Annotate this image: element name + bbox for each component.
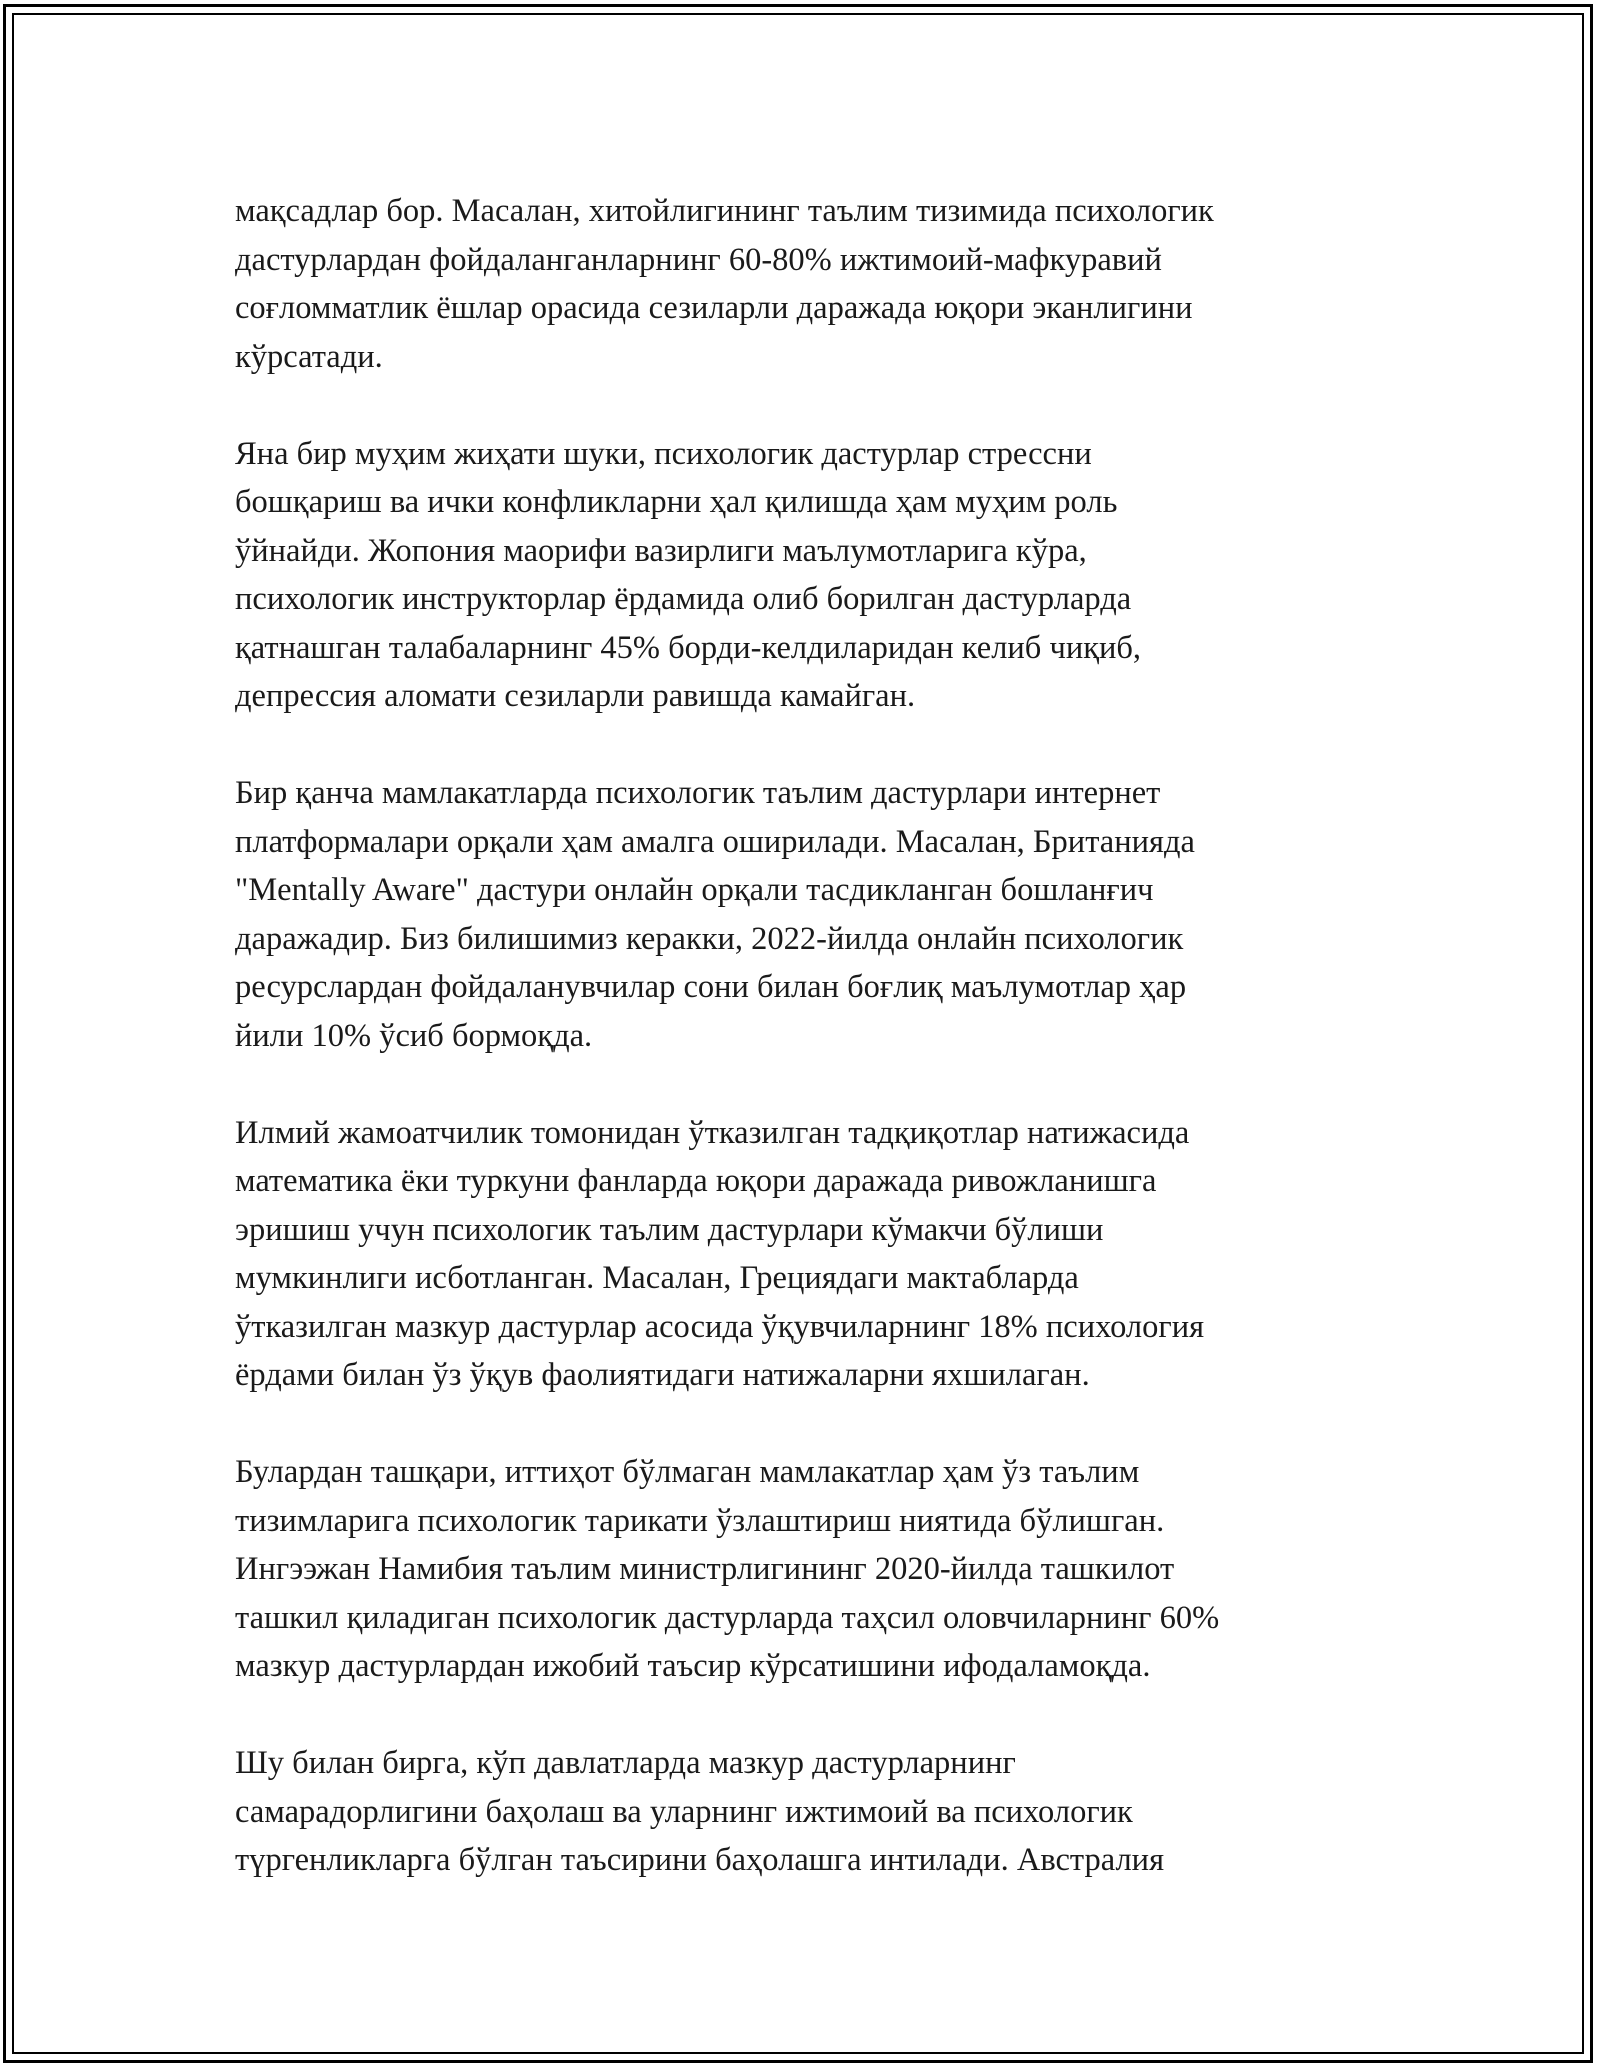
text-line: математика ёки туркуни фанларда юқори даражада ривожланишга: [235, 1163, 1157, 1199]
text-line: "Mentally Aware" дастури онлайн орқали тасдикланган бошланғич: [235, 872, 1154, 908]
text-line: соғломматлик ёшлар орасида сезиларли даражада юқори эканлигини: [235, 290, 1193, 326]
text-line: Бир қанча мамлакатларда психологик таълим дастурлари интернет: [235, 775, 1161, 811]
paragraph-3: [235, 769, 1375, 1060]
paragraph-6: [235, 1739, 1375, 1885]
text-line: йили 10% ўсиб бормоқда.: [235, 1017, 593, 1054]
paragraph-1: [235, 187, 1375, 381]
text-line: психологик инструкторлар ёрдамида олиб борилган дастурларда: [235, 581, 1132, 617]
text-line: депрессия аломати сезиларли равишда камайган.: [235, 678, 916, 714]
text-line: түргенликларга бўлган таъсирини баҳолашга интилади. Австралия: [235, 1842, 1165, 1878]
text-line: ўйнайди. Жопония маорифи вазирлиги маълумотларига кўра,: [235, 532, 1087, 569]
text-line: ёрдами билан ўз ўқув фаолиятидаги натижаларни яхшилаган.: [235, 1357, 1090, 1393]
text-line: ташкил қиладиган психологик дастурларда таҳсил оловчиларнинг 60%: [235, 1599, 1220, 1636]
text-line: Булардан ташқари, иттиҳот бўлмаган мамлакатлар ҳам ўз таълим: [235, 1454, 1140, 1490]
document-body: [235, 187, 1375, 1885]
text-line: ўтказилган мазкур дастурлар асосида ўқувчиларнинг 18% психология: [235, 1308, 1205, 1345]
paragraph-4: [235, 1109, 1375, 1400]
paragraph-2: [235, 430, 1375, 721]
text-line: эришиш учун психологик таълим дастурлари кўмакчи бўлиши: [235, 1211, 1104, 1248]
text-line: тизимларига психологик тарикати ўзлаштириш ниятида бўлишган.: [235, 1502, 1165, 1539]
text-line: даражадир. Биз билишимиз керакки, 2022-йилда онлайн психологик: [235, 920, 1184, 957]
text-line: мумкинлиги исботланган. Масалан, Грециядаги мактабларда: [235, 1260, 1079, 1296]
text-line: мақсадлар бор. Масалан, хитойлигининг таълим тизимида психологик: [235, 193, 1214, 229]
text-line: Илмий жамоатчилик томонидан ўтказилган тадқиқотлар натижасида: [235, 1114, 1190, 1151]
text-line: платформалари орқали ҳам амалга оширилади. Масалан, Британияда: [235, 823, 1195, 860]
text-line: самарадорлигини баҳолаш ва уларнинг ижтимоий ва психологик: [235, 1793, 1133, 1830]
text-line: Шу билан бирга, кўп давлатларда мазкур дастурларнинг: [235, 1745, 1016, 1781]
text-line: мазкур дастурлардан ижобий таъсир кўрсатишини ифодаламоқда.: [235, 1648, 1151, 1684]
text-line: кўрсатади.: [235, 338, 383, 375]
paragraph-5: [235, 1448, 1375, 1691]
text-line: Ингээжан Намибия таълим министрлигининг 2020-йилда ташкилот: [235, 1551, 1175, 1587]
text-line: дастурлардан фойдаланганларнинг 60-80% ижтимоий-мафкуравий: [235, 241, 1162, 278]
text-line: бошқариш ва ички конфликларни ҳал қилишда ҳам муҳим роль: [235, 484, 1118, 520]
text-line: ресурслардан фойдаланувчилар сони билан боғлиқ маълумотлар ҳар: [235, 969, 1187, 1005]
text-line: Яна бир муҳим жиҳати шуки, психологик дастурлар стрессни: [235, 435, 1092, 472]
text-line: қатнашган талабаларнинг 45% борди-келдиларидан келиб чиқиб,: [235, 629, 1142, 666]
